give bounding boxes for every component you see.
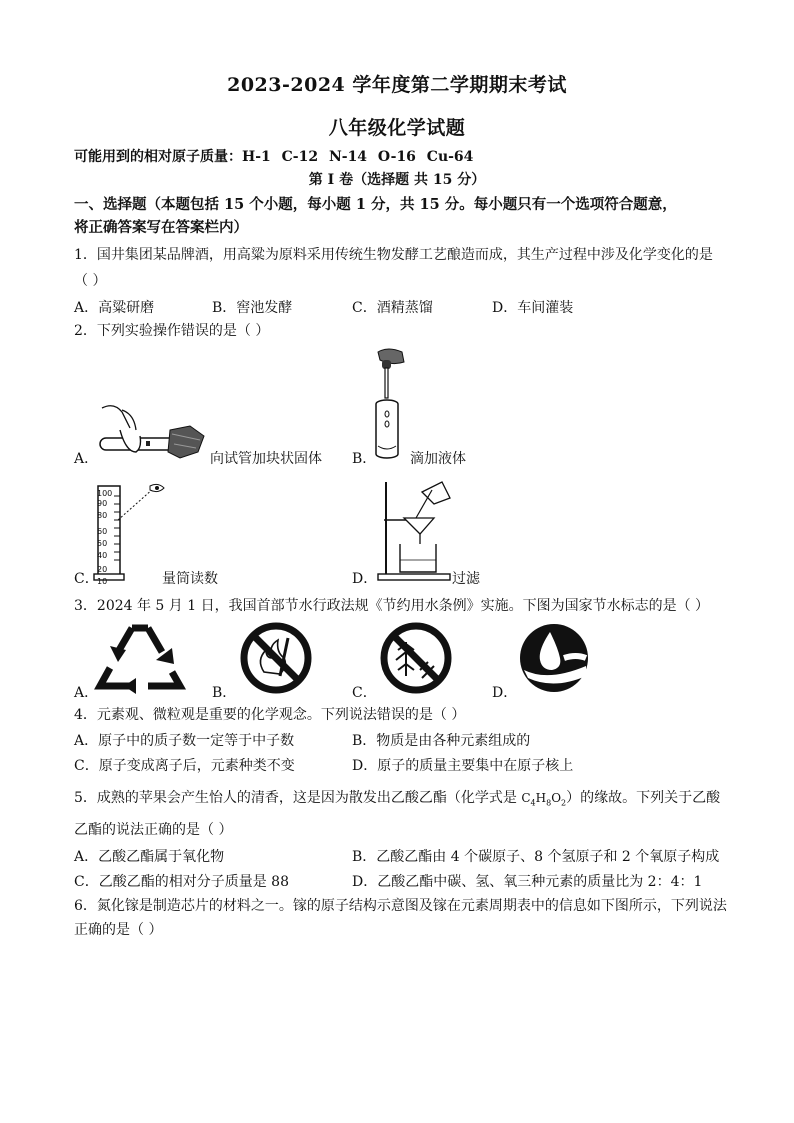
no-logging-icon	[376, 620, 456, 696]
q6-stem-line1: 6．氮化镓是制造芯片的材料之一。镓的原子结构示意图及镓在元素周期表中的信息如下图所示，下列说法	[74, 898, 727, 914]
q3-stem: 3．2024 年 5 月 1 日，我国首部节水行政法规《节约用水条例》实施。下图为国家节水标志的是（ ）	[74, 598, 710, 614]
cylinder-tick: 10	[97, 577, 108, 586]
cylinder-tick: 40	[97, 551, 108, 560]
section-heading-line2: 将正确答案写在答案栏内）	[74, 219, 248, 236]
q2-option-b-caption: 滴加液体	[410, 451, 466, 467]
q3-option-c-letter: C．	[352, 685, 377, 701]
cylinder-tick: 90	[97, 499, 108, 508]
q3-option-a-letter: A．	[74, 685, 99, 701]
q2-option-c-letter: C．	[74, 571, 99, 587]
cylinder-tick: 80	[97, 511, 108, 520]
q1-option-a: A．高粱研磨	[74, 300, 155, 316]
q4-option-d: D．原子的质量主要集中在原子核上	[352, 758, 574, 774]
cylinder-tick-labels	[97, 490, 112, 586]
exam-subtitle: 八年级化学试题	[328, 117, 466, 139]
volume-heading: 第 I 卷（选择题 共 15 分）	[308, 172, 486, 188]
q3-option-d-letter: D．	[492, 685, 518, 701]
q2-option-d-illustration	[376, 478, 456, 582]
exam-title: 2023-2024 学年度第二学期期末考试	[227, 74, 567, 96]
q5-option-c: C．乙酸乙酯的相对分子质量是 88	[74, 874, 289, 890]
no-fire-icon	[236, 620, 316, 696]
q4-option-a: A．原子中的质子数一定等于中子数	[74, 733, 295, 749]
q4-stem: 4．元素观、微粒观是重要的化学观念。下列说法错误的是（ ）	[74, 707, 466, 723]
q4-option-b: B．物质是由各种元素组成的	[352, 733, 531, 749]
q2-option-b-illustration	[372, 348, 412, 462]
section-heading-line1: 一、选择题（本题包括 15 个小题，每小题 1 分，共 15 分。每小题只有一个选项符合题意，	[74, 196, 677, 213]
q4-option-c: C．原子变成离子后，元素种类不变	[74, 758, 295, 774]
q2-option-b-letter: B．	[352, 451, 377, 467]
q2-option-a-illustration	[96, 400, 208, 466]
recycle-icon	[96, 620, 184, 696]
water-saving-icon	[514, 620, 594, 696]
q1-stem: 1．国井集团某品牌酒，用高粱为原料采用传统生物发酵工艺酿造而成，其生产过程中涉及化学变化的是	[74, 247, 713, 263]
cylinder-tick: 100	[97, 489, 113, 498]
q2-option-d-caption: 过滤	[452, 571, 480, 587]
cylinder-tick: 60	[97, 527, 108, 536]
q5-option-b: B．乙酸乙酯由 4 个碳原子、8 个氢原子和 2 个氧原子构成	[352, 849, 720, 865]
q3-option-b-letter: B．	[212, 685, 237, 701]
q2-option-a-letter: A．	[74, 451, 99, 467]
formula-c-sub: 4	[530, 798, 536, 808]
q2-option-a-caption: 向试管加块状固体	[210, 451, 322, 467]
q2-stem: 2．下列实验操作错误的是（ ）	[74, 323, 270, 339]
cylinder-tick: 20	[97, 565, 108, 574]
q5-formula	[521, 791, 567, 808]
q6-stem-line2: 正确的是（ ）	[74, 922, 163, 938]
formula-o-sub: 2	[561, 798, 567, 808]
q5-stem-line2: 乙酯的说法正确的是（ ）	[74, 822, 233, 838]
q1-option-c: C．酒精蒸馏	[352, 300, 433, 316]
q5-stem-part2: ）的缘故。下列关于乙酸	[566, 790, 721, 806]
formula-h: H	[535, 791, 547, 805]
q5-stem-line1	[74, 787, 720, 814]
formula-h-sub: 8	[546, 798, 552, 808]
q2-option-d-letter: D．	[352, 571, 378, 587]
formula-c: C	[521, 791, 531, 805]
atomic-mass-note: 可能用到的相对原子质量：H-1 C-12 N-14 O-16 Cu-64	[74, 149, 474, 165]
q1-option-d: D．车间灌装	[492, 300, 574, 316]
q2-option-c-caption: 量筒读数	[162, 571, 218, 587]
q1-option-b: B．窖池发酵	[212, 300, 293, 316]
q5-stem-part1: 5．成熟的苹果会产生怡人的清香，这是因为散发出乙酸乙酯（化学式是	[74, 790, 522, 806]
q5-option-d: D．乙酸乙酯中碳、氢、氧三种元素的质量比为 2：4：1	[352, 874, 703, 890]
formula-o: O	[551, 791, 562, 805]
q1-stem-blank: （ ）	[74, 273, 107, 289]
cylinder-tick: 50	[97, 539, 108, 548]
q5-option-a: A．乙酸乙酯属于氧化物	[74, 849, 225, 865]
